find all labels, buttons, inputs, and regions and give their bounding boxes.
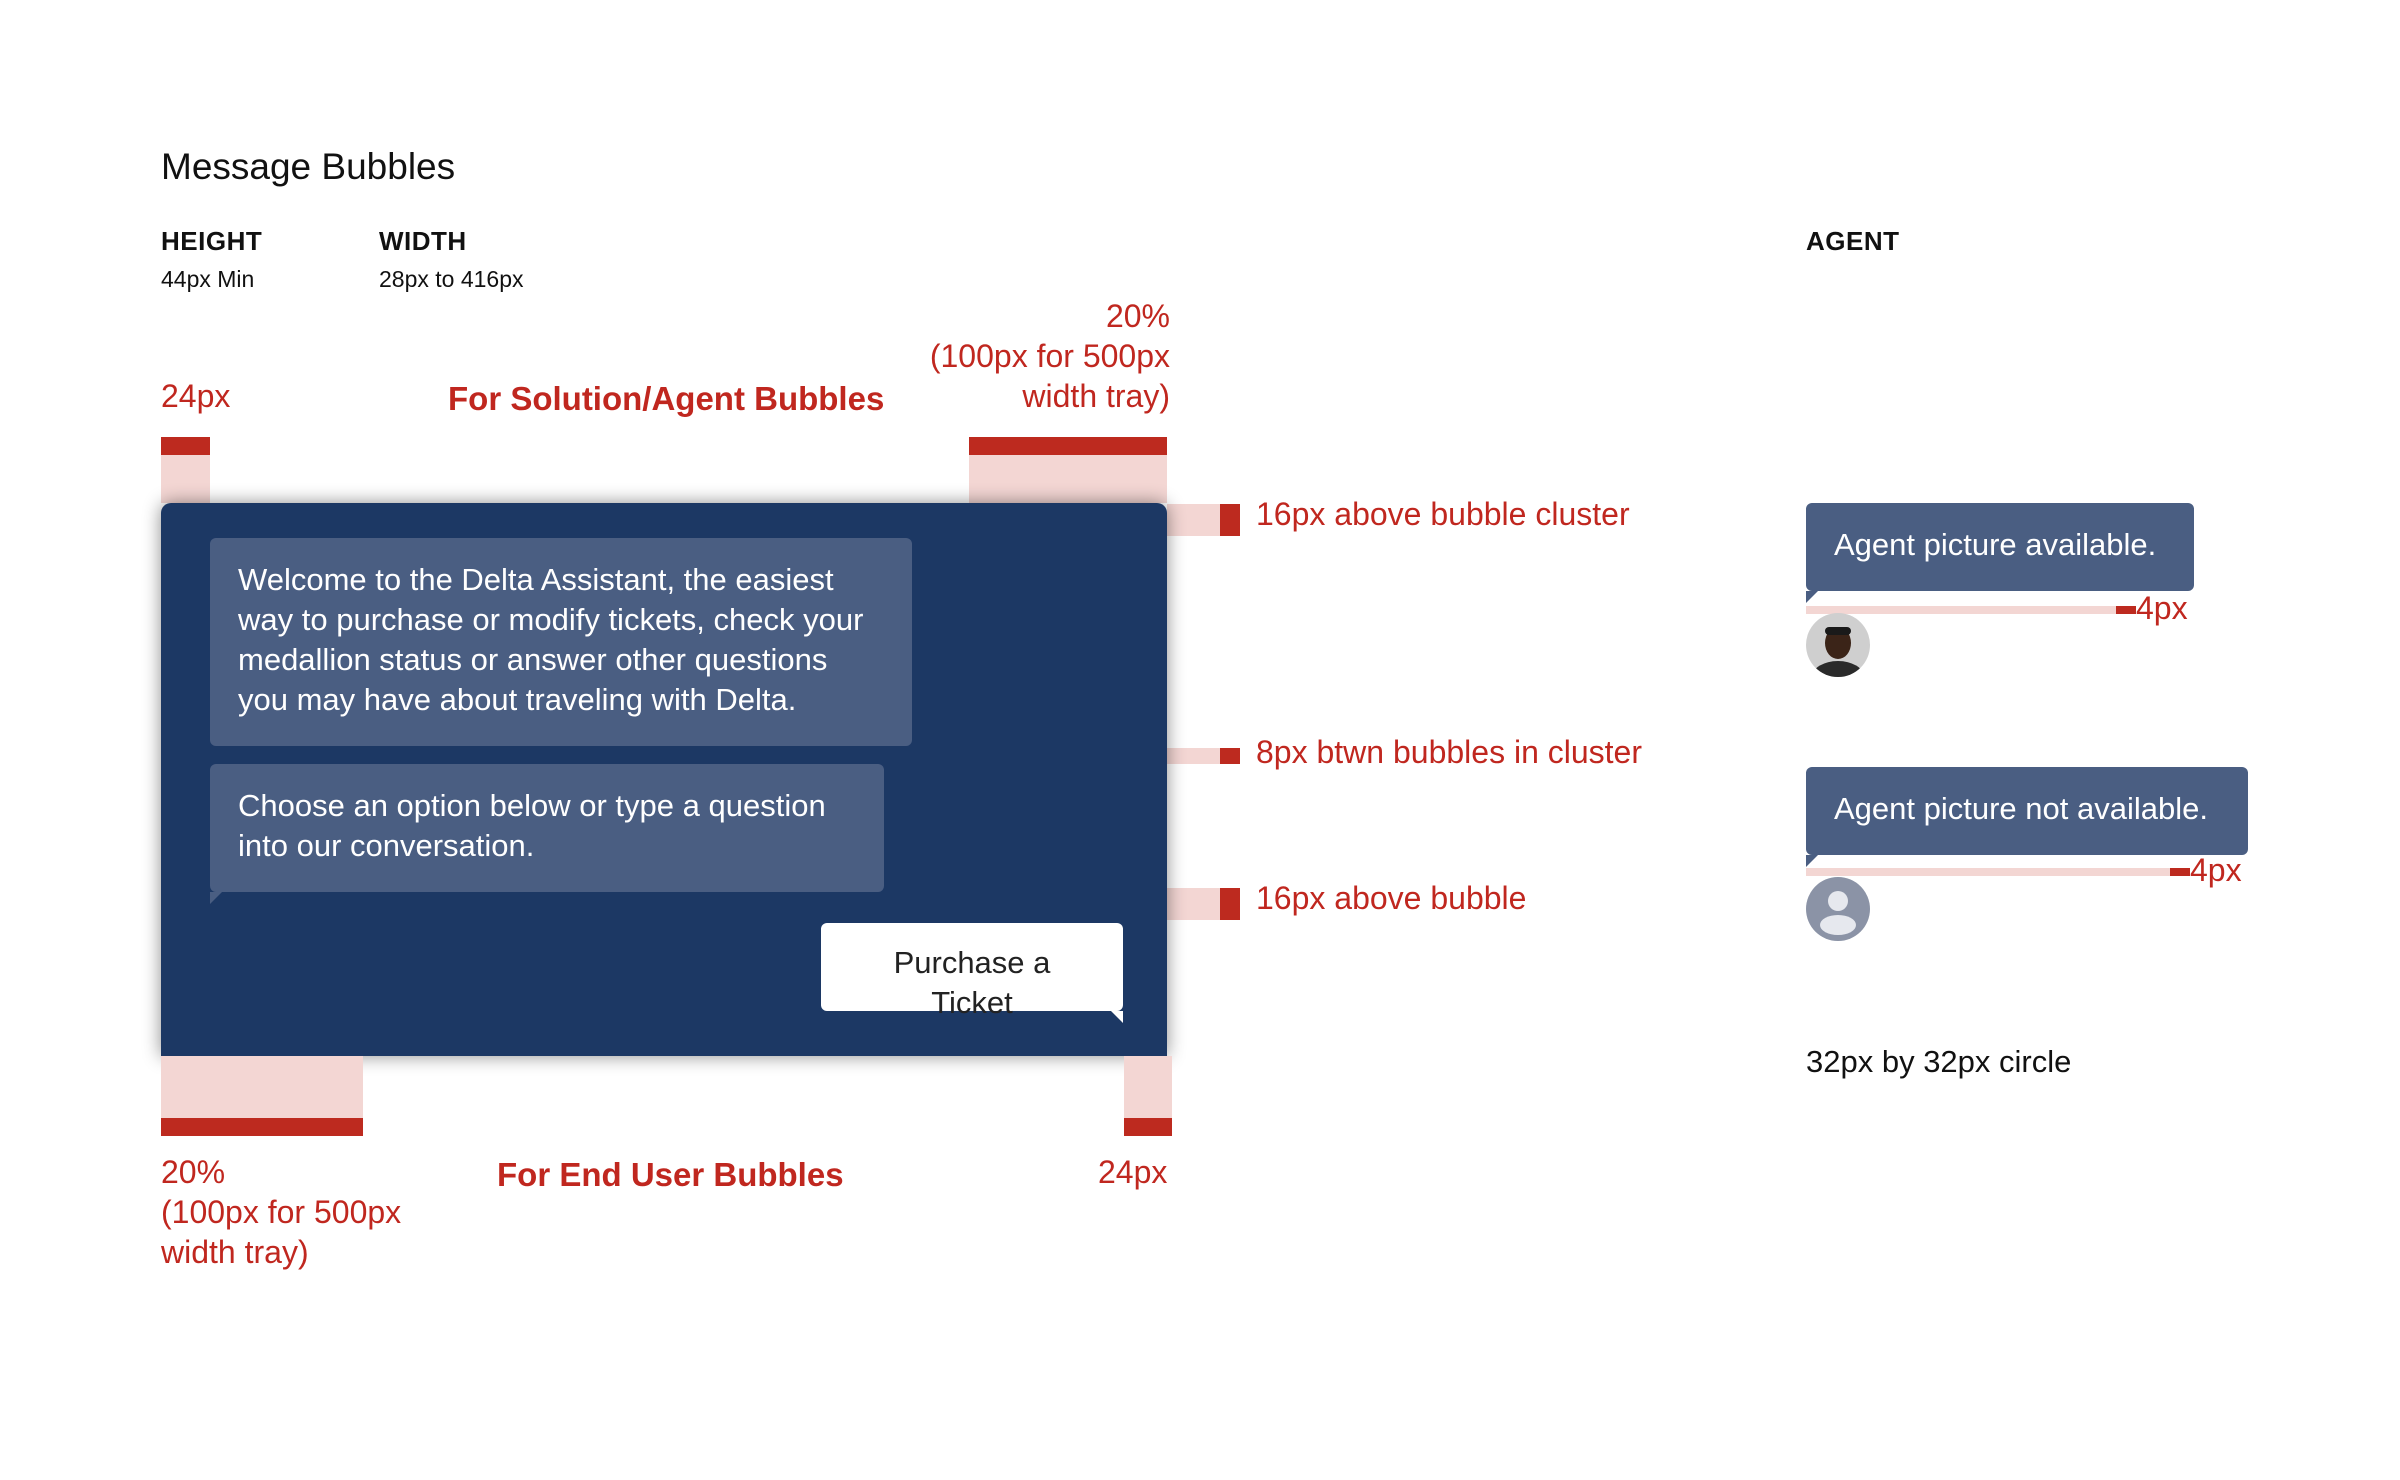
height-value: 44px Min (161, 266, 255, 292)
top-right-margin-label: 20% (100px for 500px width tray) (929, 298, 1170, 414)
bubble-spacing-label: 16px above bubble (1256, 880, 1527, 916)
default-avatar-icon (1806, 877, 1870, 941)
left-margin-area (161, 1056, 363, 1118)
left-padding-marker (161, 437, 210, 455)
bottom-left-margin-label: 20% (100px for 500px width tray) (161, 1154, 402, 1270)
page-title: Message Bubbles (161, 146, 456, 187)
between-spacing-label: 8px btwn bubbles in cluster (1256, 734, 1642, 770)
agent-message-text: Welcome to the Delta Assistant, the easiest way to purchase or modify tickets, check your medallion status or answer other questions you may have about traveling with Delta. (238, 562, 864, 717)
height-label: HEIGHT (161, 226, 263, 256)
left-padding-area (161, 455, 210, 503)
width-value: 28px to 416px (379, 266, 524, 292)
right-margin-area (969, 455, 1167, 503)
agent-bubble-text: Agent picture available. (1834, 527, 2157, 562)
top-left-padding-label: 24px (161, 378, 231, 414)
agent-label: AGENT (1806, 226, 1900, 256)
right-padding-area (1124, 1056, 1172, 1118)
gap-label: 4px (2190, 852, 2242, 888)
avatar-size-note: 32px by 32px circle (1806, 1044, 2072, 1079)
right-padding-marker (1124, 1118, 1172, 1136)
agent-message-text: Choose an option below or type a question into our conversation. (238, 788, 826, 863)
cluster-spacing-marker (1220, 504, 1240, 536)
gap-indicator-marker (2170, 868, 2190, 876)
agent-bubble-text: Agent picture not available. (1834, 791, 2208, 826)
agent-bubbles-heading: For Solution/Agent Bubbles (448, 380, 885, 417)
gap-indicator-marker (2116, 606, 2136, 614)
width-label: WIDTH (379, 226, 467, 256)
agent-bubble-with-picture (1806, 503, 2194, 591)
gap-label: 4px (2136, 590, 2188, 626)
agent-bubble-without-picture (1806, 767, 2248, 855)
agent-message-bubble (210, 764, 884, 892)
user-reply-bubble[interactable] (821, 923, 1123, 1020)
gap-indicator-area (1806, 868, 2170, 876)
right-margin-marker (969, 437, 1167, 455)
end-user-bubbles-heading: For End User Bubbles (497, 1156, 844, 1193)
cluster-spacing-label: 16px above bubble cluster (1256, 496, 1630, 532)
agent-avatar-photo (1806, 613, 1870, 677)
cluster-spacing-area (1167, 504, 1220, 536)
agent-message-bubble (210, 538, 912, 746)
user-reply-text: Purchase a Ticket (893, 945, 1051, 1020)
bottom-right-padding-label: 24px (1098, 1154, 1168, 1190)
bubble-spacing-area (1167, 888, 1220, 920)
left-margin-marker (161, 1118, 363, 1136)
between-spacing-marker (1220, 748, 1240, 764)
between-spacing-area (1167, 748, 1220, 764)
bubble-spacing-marker (1220, 888, 1240, 920)
chat-tray (161, 503, 1167, 1056)
gap-indicator-area (1806, 606, 2116, 614)
